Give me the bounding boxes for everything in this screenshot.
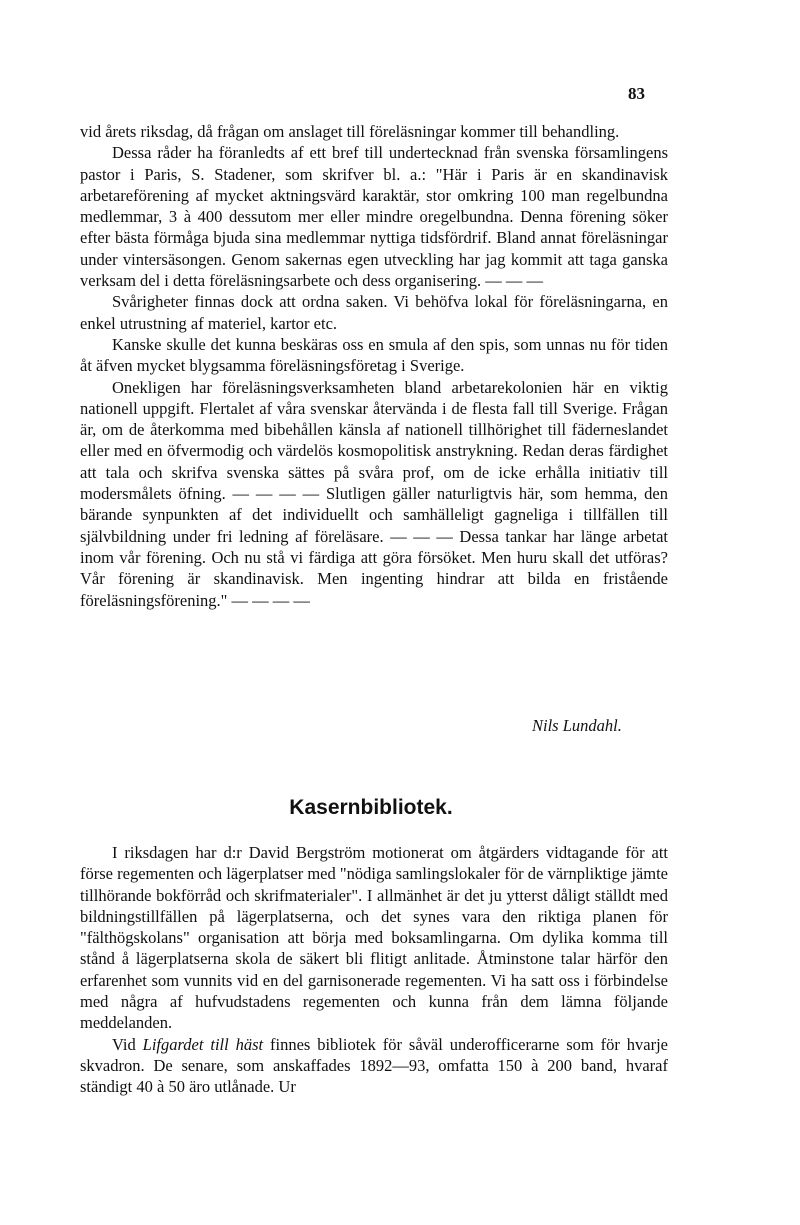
signature: Nils Lundahl. — [532, 716, 622, 735]
page-number: 83 — [628, 84, 645, 103]
article-kasernbibliotek — [80, 842, 668, 1098]
text-span: finnes bibliotek för såväl underofficerarne som för hvarje skvadron. De senare, som anskaffades 1892—93, omfatta 150 à 200 band, hvaraf ständigt 40 à 50 äro utlånade. Ur — [80, 1034, 668, 1097]
text-span: Vid — [112, 1034, 143, 1054]
paragraph: Onekligen har föreläsningsverksamheten bland arbetarekolonien här en viktig nationell uppgift. Flertalet af våra svenskar återvända i de flesta fall till Sverige. Frågan är, om de återkomma med bibehållen känsla af nationell tillhörighet till fäderneslandet eller med en öfvermodig och värdelös kosmopolitisk anstrykning. Redan deras färdighet att tala och skrifva svenska sättes på svåra prof, om de icke erhålla initiativ till modersmålets öfning. — — — — Slutligen gäller naturligtvis här, som hemma, den bärande synpunkten af det individuellt och samhälleligt gagneliga i tillfällen till självbildning under fri ledning af föreläsare. — — — Dessa tankar har länge arbetat inom vår förening. Och nu stå vi färdiga att göra försöket. Men huru skall det utföras? Vår förening är skandinavisk. Men ingenting hindrar att bilda en fristående föreläsningsförening." — — — — — [80, 377, 668, 610]
paragraph: I riksdagen har d:r David Bergström motionerat om åtgärders vidtagande för att förse regementen och lägerplatser med "nödiga samlingslokaler för de värnpliktige jämte tillhörande bokförråd och skrifmaterialer". I allmänhet är det ju ytterst dåligt ställdt med bildningstillfällen på lägerplatserna, och det synes vara den riktiga planen för "fälthögskolans" organisation att börja med boksamlingarna. Om dylika komma till stånd å lägerplatserna skola de säkert bli flitigt anlitade. Åtminstone talar härför den erfarenhet som vunnits vid en del garnisonerade regementen. Vi ha satt oss i förbindelse med några af hufvudstadens regementen och kunna från dem lämna följande meddelanden. — [80, 843, 668, 1033]
paragraph: Svårigheter finnas dock att ordna saken. Vi behöfva lokal för föreläsningarna, en enkel utrustning af materiel, kartor etc. — [80, 292, 668, 333]
section-heading: Kasernbibliotek. — [289, 796, 453, 819]
paragraph-with-italic — [80, 1034, 668, 1098]
article-lundahl — [80, 121, 668, 611]
paragraph: Dessa råder ha föranledts af ett bref till undertecknad från svenska församlingens pastor i Paris, S. Stadener, som skrifver bl. a.: "Här i Paris är en skandinavisk arbetareförening af mycket aktningsvärd karaktär, stor omkring 100 man regelbundna medlemmar, 3 à 400 dessutom mer eller mindre oregelbundna. Denna förening söker efter bästa förmåga bjuda sina medlemmar nyttiga tidsfördrif. Bland annat föreläsningar under vintersäsongen. Genom sakernas egen utveckling har jag kommit att taga ganska verksam del i detta föreläsningsarbete och dess organisering. — — — — [80, 143, 668, 291]
italic-regiment-name: Lifgardet till häst — [142, 1034, 264, 1054]
paragraph: vid årets riksdag, då frågan om anslaget till föreläsningar kommer till behandling. — [80, 122, 620, 141]
paragraph: Kanske skulle det kunna beskäras oss en smula af den spis, som unnas nu för tiden åt äfven mycket blygsamma föreläsningsföretag i Sverige. — [80, 334, 668, 376]
